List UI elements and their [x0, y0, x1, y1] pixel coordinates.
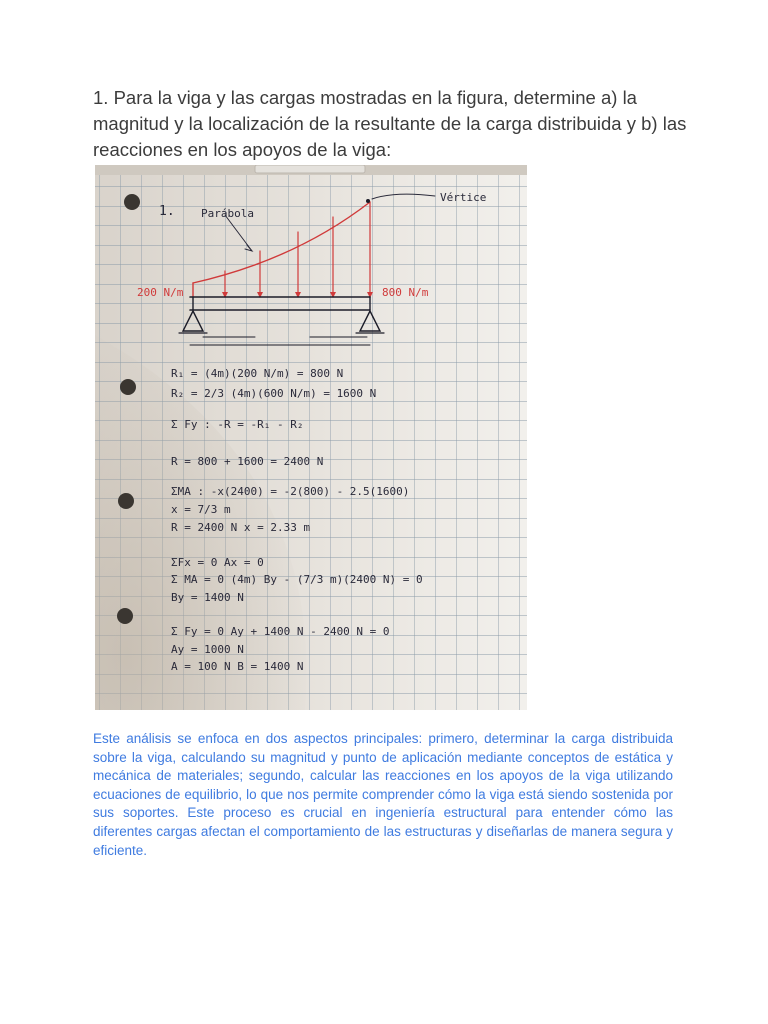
- load-right-label: 800 N/m: [382, 286, 429, 299]
- vertex-label: Vértice: [440, 191, 487, 204]
- equation-line: ΣMA : -x(2400) = -2(800) - 2.5(1600): [171, 485, 410, 498]
- equation-line: A = 100 N B = 1400 N: [171, 660, 304, 673]
- load-left-label: 200 N/m: [137, 286, 184, 299]
- equation-line: R₁ = (4m)(200 N/m) = 800 N: [171, 367, 344, 380]
- equation-line: By = 1400 N: [171, 591, 244, 604]
- equation-line: Ay = 1000 N: [171, 643, 244, 656]
- equation-line: Σ Fy = 0 Ay + 1400 N - 2400 N = 0: [171, 625, 390, 638]
- notebook-photo: [95, 165, 527, 710]
- equation-line: Σ MA = 0 (4m) By - (7/3 m)(2400 N) = 0: [171, 573, 423, 586]
- equation-line: R₂ = 2/3 (4m)(600 N/m) = 1600 N: [171, 387, 377, 400]
- equation-line: x = 7/3 m: [171, 503, 231, 516]
- parabola-label: Parábola: [201, 207, 254, 220]
- equation-line: R = 2400 N x = 2.33 m: [171, 521, 311, 534]
- equation-line: Σ Fy : -R = -R₁ - R₂: [171, 418, 304, 431]
- problem-number: 1.: [159, 204, 175, 219]
- equation-line: ΣFx = 0 Ax = 0: [171, 556, 264, 569]
- equation-line: R = 800 + 1600 = 2400 N: [171, 455, 324, 468]
- explanation-text: Este análisis se enfoca en dos aspectos principales: primero, determinar la carga distribuida sobre la viga, calculando su magnitud y punto de aplicación mediante conceptos de estática y mecánica de materiales; segundo, calcular las reacciones en los apoyos de la viga utilizando ecuaciones de equilibrio, lo que nos permite comprender cómo la viga está siendo sostenida por sus soportes. Este proceso es crucial en ingeniería estructural para entender cómo las diferentes cargas afectan el comportamiento de las estructuras y diseñarlas de manera segura y eficiente.: [93, 731, 673, 858]
- question-text: 1. Para la viga y las cargas mostradas en la figura, determine a) la magnitud y la localización de la resultante de la carga distribuida y b) las reacciones en los apoyos de la viga:: [93, 87, 687, 160]
